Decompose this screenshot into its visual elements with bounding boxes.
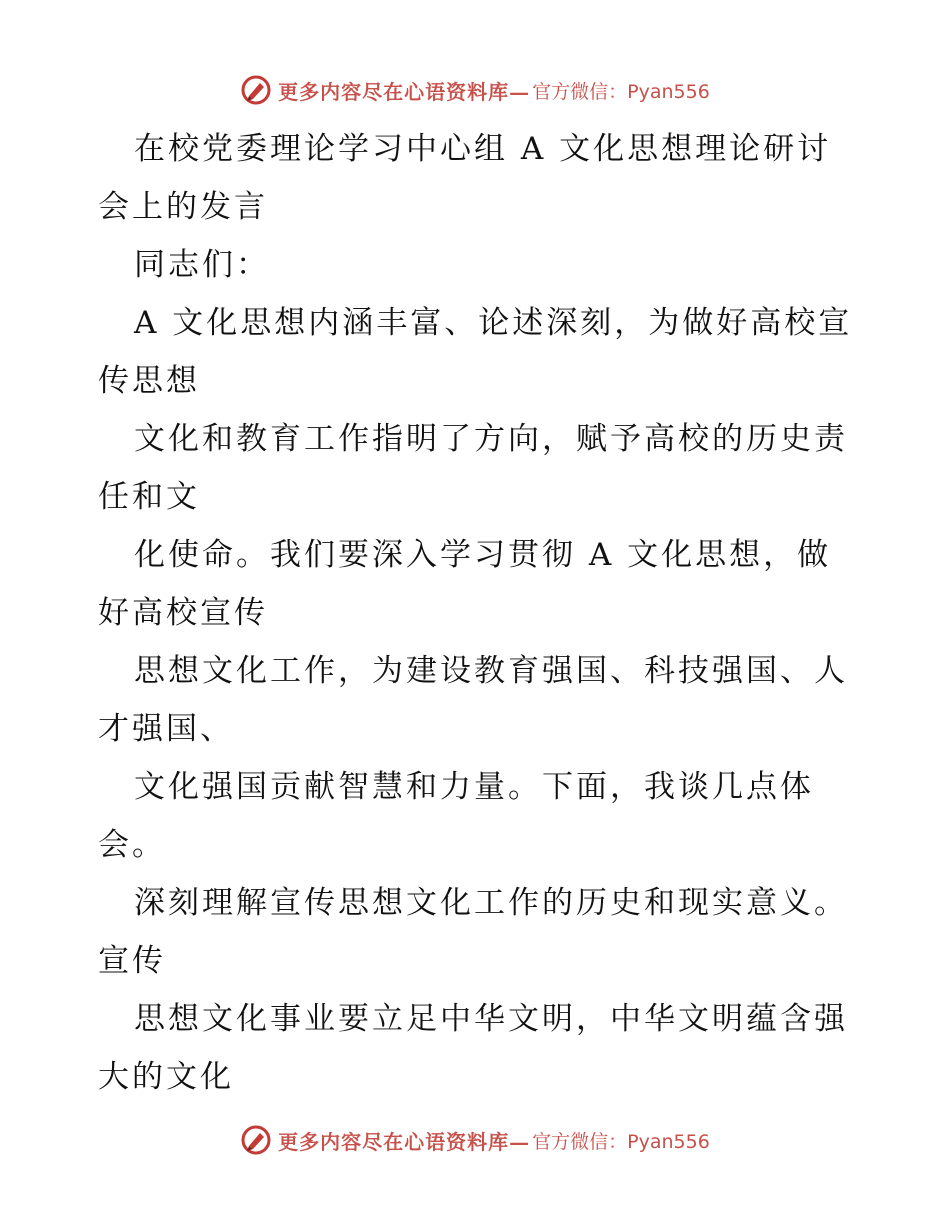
paragraph-line: 在校党委理论学习中心组 A 文化思想理论研讨 [134, 131, 832, 167]
paragraph-line: 宣传 [98, 943, 166, 979]
paragraph-line: 好高校宣传 [98, 595, 268, 631]
paragraph-line: 思想文化工作，为建设教育强国、科技强国、人 [134, 653, 848, 689]
paragraph-line: 大的文化 [98, 1059, 234, 1095]
paragraph-line: 化使命。我们要深入学习贯彻 A 文化思想，做 [134, 537, 832, 573]
paragraph-line: 同志们： [134, 247, 270, 283]
document-body [98, 120, 858, 1106]
pen-logo-icon [240, 74, 272, 106]
paragraph-line: 思想文化事业要立足中华文明，中华文明蕴含强 [134, 1001, 848, 1037]
banner-main-text: 更多内容尽在心语资料库— [278, 1129, 531, 1154]
paragraph-line: 文化和教育工作指明了方向，赋予高校的历史责 [134, 421, 848, 457]
paragraph-line: 任和文 [98, 479, 200, 515]
paragraph-line: 文化强国贡献智慧和力量。下面，我谈几点体 [134, 769, 814, 805]
pen-logo-icon [240, 1124, 272, 1156]
paragraph-line: 才强国、 [98, 711, 234, 747]
header-watermark-banner [0, 70, 950, 110]
footer-watermark-banner [0, 1120, 950, 1160]
paragraph-line: 会上的发言 [98, 189, 268, 225]
paragraph-line: 会。 [98, 827, 166, 863]
paragraph-line: A 文化思想内涵丰富、论述深刻，为做好高校宣 [134, 305, 853, 341]
paragraph-line: 深刻理解宣传思想文化工作的历史和现实意义。 [134, 885, 848, 921]
banner-wechat-text: 官方微信：Pyan556 [532, 1130, 710, 1153]
paragraph-line: 传思想 [98, 363, 200, 399]
banner-main-text: 更多内容尽在心语资料库— [278, 79, 531, 104]
banner-wechat-text: 官方微信：Pyan556 [532, 80, 710, 103]
